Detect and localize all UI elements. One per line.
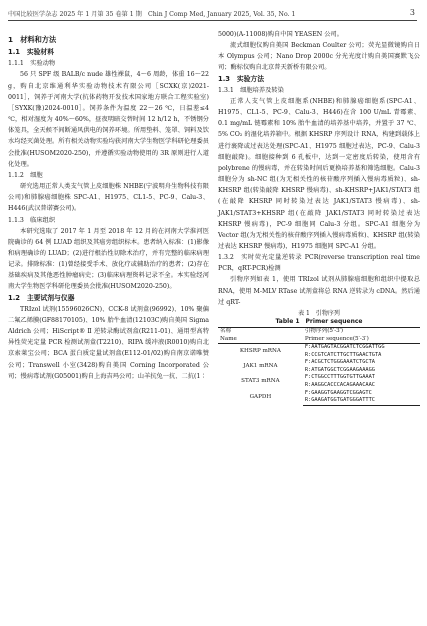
table-caption-cn: 表 1 引物序列 — [298, 309, 340, 317]
left-column — [8, 34, 209, 382]
primer-reverse: R:AAGGCACCCACAGAAACAAC — [304, 382, 375, 389]
gene-name: STAT3 mRNA — [241, 378, 280, 385]
subsection-heading: 1.2 主要试剂与仪器 — [8, 293, 75, 302]
table-header-name: 名称 — [218, 327, 303, 335]
gene-name: KHSRP mRNA — [239, 347, 281, 354]
subsubsection-heading: 1.3.2 实时荧光定量逆转录 PCR(reverse transcription real time PCR，qRT-PCR)检测 — [218, 254, 420, 273]
paragraph: TRIzol 试剂(15596026CN)、CCK-8 试剂盒(96992)、10% 聚偏二氟乙烯膜(GF88170105)、10% 胎牛血清(12103C)购自美国 Sigma Aldrich 公司；HiScript® Ⅱ 逆转录酶试剂盒(R211-01)、通用型高特异性荧光定量 PCR 检测试剂盒(T2210)、RIPA 缓冲液(R0010)购自北京索莱宝公司；BCA 蛋白质定量试剂盒(E112-01/02)购自南京诺唯赞公司；Transwell 小室(3428)购自美国 Corning Incorporated 公司；慢病毒试剂(G05001)购自上海吉玛公司；山羊抗兔一抗、二抗(1∶ — [8, 305, 209, 380]
paragraph: 5000)(A-11008)购自中国 YEASEN 公司。 — [218, 31, 343, 38]
primer-reverse: R:GAAGATGGTGATGGGATTTC — [303, 397, 420, 405]
header-rule — [8, 20, 417, 21]
paragraph: 正常人支气管上皮细胞系(NHBE)和肺腺癌细胞系(SPC-A1、H1975、CL1-5、PC-9、Calu-3、H446)在含 100 U/mL 青霉素、0.1 mg/mL 链霉素和 10% 胎牛血清的培养基中培养，并置于 37 ℃、5% CO₂ 的湿化培养箱中。根据 KHSRP 序列设计 RNA，构建到载体上进行裹降或过表达处理(SPC-A1、H1975 细胞过表达，PC-9、Calu-3 细胞敲降)。细胞接种到 6 孔板中，达到一定密度后转染，使用含有 polybrene 的慢病毒，并在转染时间后更换培养基和筛选细胞。Calu-3 细胞分为 sh-NC 组(为无相关性的核苷酸序列插入慢病毒质粒)、sh-KHSRP 组(转染敲降 KHSRP 慢病毒)、sh-KHSRP+JAK1/STAT3 组(在敲降 KHSRP 同时转染过表达 JAK1/STAT3 慢病毒)、sh-JAK1/STAT3+KHSRP 组(在敲降 JAK1/STAT3 同时转染过表达 KHSRP 慢病毒)，PC-9 细胞同 Calu-3 分组。SPC-A1 细胞分为 Vector 组(为无相关性的核苷酸序列插入慢病毒质粒)、KHSRP 组(转染过表达 KHSRP 慢病毒)，H1975 细胞同 SPC-A1 分组。 — [218, 97, 420, 250]
table-header-sequence: 引物序列(5′-3′) — [303, 327, 420, 335]
table-row — [218, 359, 420, 367]
subsection-heading: 1.3 实验方法 — [218, 74, 265, 83]
table-header-name-en: Name — [218, 336, 303, 344]
primer-table — [218, 327, 420, 406]
paragraph: 56 只 SPF 级 BALB/c nude 雄性裸鼠，4～6 周龄，体重 16～22 g，购自北京维通利华实验动物技术有限公司［SCXK(京)2021-0011］，饲养于河南大学(抗体药物开发技术国家地方联合工程实验室)［SYXK(豫)2024-0010］。饲养条件为温度 22～26 ℃，日温差≤4 ℃，相对湿度为 40%～60%，昼夜明暗交替时间 12 h/12 h，不锈钢分体笼具，全天候不间断通风供电的饲养环境。所用垫料、笼罩、饲料及饮水均经灭菌处理。所有相关动物实验均获河南大学生物医学科研伦理委员会批准(HUSOM2020-250)，并遵循实验动物使用的 3R 原则进行人道化处理。 — [8, 71, 209, 168]
page-number: 3 — [409, 8, 415, 17]
subsubsection-heading: 1.1.3 临床组织 — [8, 216, 56, 224]
table-header-sequence-en: Primer sequence(5′-3′) — [303, 336, 420, 344]
paragraph: 引物序列如表 1，使用 TRIzol 试剂从肺腺癌细胞和组织中提取总 RNA，使用 M-MLV RTase 试剂盒将总 RNA 逆转录为 cDNA。然后通过 qRT- — [218, 276, 420, 306]
paragraph: 研究选用正常人类支气管上皮细胞株 NHBE(宁波明舟生物科技有限公司)和肺腺癌细胞株 SPC-A1、H1975、CL1-5、PC-9、Calu-3、H446(武汉普诺赛公司)。 — [8, 183, 209, 213]
primer-forward: F:ACGCTCTGGGAAATCTGCTA — [304, 359, 375, 366]
primer-forward: F:CTGGCCTTTGGTGTTGAAAT — [304, 374, 375, 381]
running-header: 中国比较医学杂志 2025 年 1 月第 35 卷第 1 期 Chin J Comp Med, January 2025, Vol. 35, No. 1 — [8, 11, 296, 18]
section-heading: 1 材料和方法 — [8, 35, 57, 44]
primer-forward: F:AATGAGTACGGATCTCGGATTGG — [304, 344, 385, 351]
table-row — [218, 344, 420, 352]
primer-reverse: R:ATGATGGCTCGGAAGAAAGG — [304, 366, 375, 373]
subsubsection-heading: 1.3.1 细胞培养及转染 — [218, 86, 284, 94]
right-column — [218, 29, 420, 406]
table-caption-en: Table 1 Primer sequence — [275, 317, 363, 325]
subsection-heading: 1.1 实验材料 — [8, 48, 55, 57]
primer-reverse: R:CCGTCATCTTGCTTGAACTGTA — [304, 351, 382, 358]
primer-forward: F:GAAGGTGAAGGTCGGAGTC — [304, 389, 372, 396]
gene-name: GAPDH — [249, 393, 272, 400]
table-row — [218, 390, 420, 398]
table-row — [218, 374, 420, 382]
paragraph: 本研究选取了 2017 年 1 月至 2018 年 12 月的在河南大学淮河医院确诊的 64 例 LUAD 组织及其癌旁组织标本。患者纳入标准：(1)影像和病理确诊的 LUAD；(2)进行根治性切除术治疗，并有完整的临床病理记录。排除标准：(1)曾经接受手术、放化疗或辅助治疗的患者；(2)存在基础疾病及其他恶性肿瘤病史；(3)临床病理资料记录不全。本实验经河南大学生物医学科研伦理委员会批准(HUSOM2020-250)。 — [8, 227, 209, 291]
paragraph: 流式细胞仪购自美国 Beckman Coulter 公司；荧光显微镜购自日本 Olympus 公司；Nano Drop 2000c 分光光度计购自美国赛默飞公司；酶标仪购自北京普天新桥有限公司。 — [218, 42, 420, 72]
gene-name: JAK1 mRNA — [243, 363, 278, 370]
subsubsection-heading: 1.1.2 细胞 — [8, 171, 43, 179]
subsubsection-heading: 1.1.1 实验动物 — [8, 60, 56, 68]
